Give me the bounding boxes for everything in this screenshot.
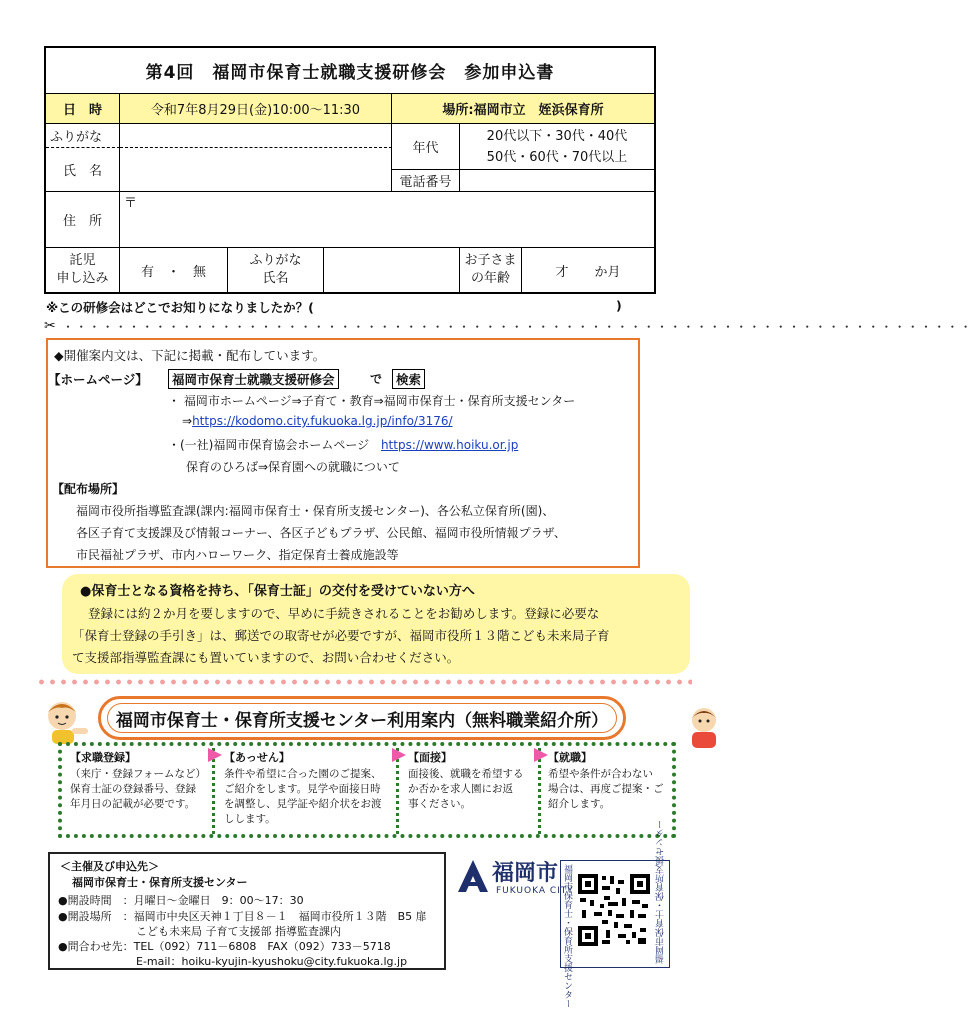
step-mediation [224, 750, 394, 827]
step-registration-title: 【求職登録】 [70, 751, 136, 764]
place-value-2: こども未来局 子育て支援部 指導監査課内 [136, 925, 341, 938]
step-employment-line: 希望や条件が合わない [548, 768, 653, 780]
form-title: 第4回 福岡市保育士就職支援研修会 参加申込書 [46, 48, 654, 94]
venue: 場所:福岡市立 姪浜保育所 [392, 94, 654, 124]
banner-title: 福岡市保育士・保育所支援センター利用案内（無料職業紹介所） [115, 710, 609, 731]
name-label: 氏 名 [46, 148, 120, 192]
url2-link[interactable]: https://www.hoiku.or.jp [380, 438, 519, 452]
child-age-label [460, 248, 522, 292]
child-age-label-line2: の年齢 [470, 271, 510, 286]
step-mediation-line: ご紹介をします。見学や面接日時 [224, 783, 381, 795]
contact-box [48, 852, 446, 970]
step-employment-line: 場合は、再度ご提案・ご [548, 783, 664, 795]
step-interview-title: 【面接】 [408, 751, 452, 764]
contact-label: ●問合わせ先： [58, 940, 134, 953]
address-label: 住 所 [46, 192, 120, 248]
tel-fax: TEL（092）711－6808 FAX（092）733－5718 [133, 940, 391, 953]
childcare-yes-no[interactable]: 有 ・ 無 [120, 248, 228, 292]
arrow-icon [208, 748, 222, 762]
phone-field[interactable] [460, 170, 654, 192]
hours-label: ●開設時間 ： [58, 894, 134, 907]
dotted-divider [36, 678, 692, 686]
qualification-notice [62, 574, 690, 674]
notice-line2: 「保育士登録の手引き」は、郵送での取寄せが必要ですが、福岡市役所１３階こども未来局子育 [72, 628, 610, 643]
notice-line1: 登録には約２か月を要しますので、早めに手続きされることをお勧めします。登録に必要な [88, 606, 600, 621]
hoiku-assoc-line [168, 436, 518, 453]
name-field[interactable] [120, 148, 392, 192]
distribution-line1: 福岡市役所指導監査課(課内:福岡市保育士・保育所支援センター)、各公私立保育所(園)、 [76, 504, 555, 518]
scissors-icon: ✂ [44, 318, 56, 334]
hoiku-path: 保育のひろば⇒保育園への就職について [186, 460, 400, 474]
step-registration-line: （来庁・登録フォームなど） [70, 768, 206, 780]
fukuoka-city-logo-sub: FUKUOKA CITY [496, 886, 574, 896]
age-options-line1: 20代以下・30代・40代 [486, 128, 628, 144]
distribution-line3: 市民福祉プラザ、市内ハローワーク、指定保育士養成施設等 [76, 548, 399, 562]
info-intro: ◆開催案内文は、下記に掲載・配布しています。 [54, 348, 326, 363]
arrow-icon [392, 748, 406, 762]
qr-caption-right: 福岡市保育士・保育所支援センター [656, 820, 666, 964]
search-de: で [370, 372, 383, 386]
homepage-label: 【ホームページ】 [48, 372, 148, 387]
phone-label: 電話番号 [392, 170, 460, 192]
childcare-label-line2: 申し込み [56, 271, 109, 286]
survey-question: ※この研修会はどこでお知りになりましたか？( [46, 300, 314, 315]
age-group-options[interactable] [460, 124, 654, 170]
url1-link[interactable]: https://kodomo.city.fukuoka.lg.jp/info/3176/ [192, 414, 453, 428]
arrow-icon [534, 748, 548, 762]
center-guide-banner [98, 696, 626, 740]
email[interactable]: E-mail：hoiku-kyujin-kyushoku@city.fukuoka.lg.jp [136, 955, 408, 968]
postal-mark: 〒 [124, 196, 138, 211]
childcare-label [46, 248, 120, 292]
step-employment-line: 紹介します。 [548, 798, 611, 810]
distribution-label: 【配布場所】 [52, 482, 125, 496]
child-furigana-label: ふりがな [249, 253, 302, 268]
step-registration-line: 年月日の記載が必要です。 [70, 798, 196, 810]
info-box [46, 338, 640, 568]
contact-org: 福岡市保育士・保育所支援センター [72, 876, 248, 889]
step-employment-title: 【就職】 [548, 751, 592, 764]
process-steps [58, 742, 676, 838]
url1-arrow: ⇒ [182, 414, 193, 428]
child-illustration-right [684, 704, 724, 750]
address-field[interactable] [120, 192, 654, 248]
search-term-box: 福岡市保育士就職支援研修会 [168, 369, 339, 389]
homepage-path: ・ 福岡市ホームページ⇒子育て・教育⇒福岡市保育士・保育所支援センター [168, 394, 576, 408]
application-form [44, 46, 656, 294]
date-value: 令和7年8月29日(金)10:00～11:30 [120, 94, 392, 124]
step-employment [548, 750, 672, 812]
date-label: 日 時 [46, 94, 120, 124]
notice-line3: て支援部指導監査課にも置いていますので、お問い合わせください。 [72, 650, 460, 665]
child-age-label-line1: お子さま [464, 253, 517, 268]
step-registration [70, 750, 210, 812]
child-name-field[interactable] [324, 248, 460, 292]
child-age-field[interactable]: 才 か月 [555, 264, 621, 280]
place-label: ●開設場所 ： [58, 910, 134, 923]
furigana-label: ふりがな [46, 124, 120, 148]
step-mediation-line: しします。 [224, 813, 276, 825]
fukuoka-city-logo-text: 福岡市 [492, 861, 559, 886]
child-illustration-left [38, 698, 94, 746]
place-value: 福岡市中央区天神１丁目８－１ 福岡市役所１３階 B5 扉 [133, 910, 427, 923]
step-mediation-line: を調整し、見学証や紹介状をお渡 [224, 798, 382, 810]
distribution-line2: 各区子育て支援課及び情報コーナー、各区子どもプラザ、公民館、福岡市役所情報プラザ、 [76, 526, 566, 540]
search-button: 検索 [392, 369, 425, 389]
survey-close-paren: ) [616, 298, 622, 313]
cut-line: ・・・・・・・・・・・・・・・・・・・・・・・・・・・・・・・・・・・・・・・・・・・・・・・・・・・・・・・・・・・・・・・・・・・・・ [62, 320, 973, 334]
childcare-label-line1: 託児 [69, 253, 96, 268]
step-mediation-line: 条件や希望に合った園のご提案、 [224, 768, 382, 780]
hours-value: 月曜日～金曜日 9：00～17：30 [133, 894, 304, 907]
url1-line [182, 414, 453, 428]
hours-row [58, 892, 304, 908]
step-registration-line: 保育士証の登録番号、登録 [70, 783, 196, 795]
furigana-field[interactable] [120, 124, 392, 148]
hoiku-assoc-text: ・(一社)福岡市保育協会ホームページ [168, 438, 370, 452]
child-name-label-text: 氏名 [262, 271, 289, 286]
child-name-label [228, 248, 324, 292]
step-interview-line: 面接後、就職を希望する [408, 768, 524, 780]
contact-row [58, 938, 391, 954]
fukuoka-city-emblem-icon [456, 858, 490, 896]
step-interview-line: 事ください。 [408, 798, 471, 810]
notice-heading: ●保育士となる資格を持ち、「保育士証」の交付を受けていない方へ [80, 584, 475, 599]
contact-heading: ＜主催及び申込先＞ [60, 860, 159, 873]
qr-caption-left: 福岡市保育士・保育所支援センター [562, 864, 572, 1008]
step-mediation-title: 【あっせん】 [224, 751, 290, 764]
step-interview-line: か否かを求人園にお返 [408, 783, 513, 795]
place-row [58, 908, 427, 924]
qr-code-icon[interactable] [578, 874, 650, 946]
age-options-line2: 50代・60代・70代以上 [486, 149, 628, 165]
age-group-label: 年代 [392, 124, 460, 170]
step-interview [408, 750, 534, 812]
